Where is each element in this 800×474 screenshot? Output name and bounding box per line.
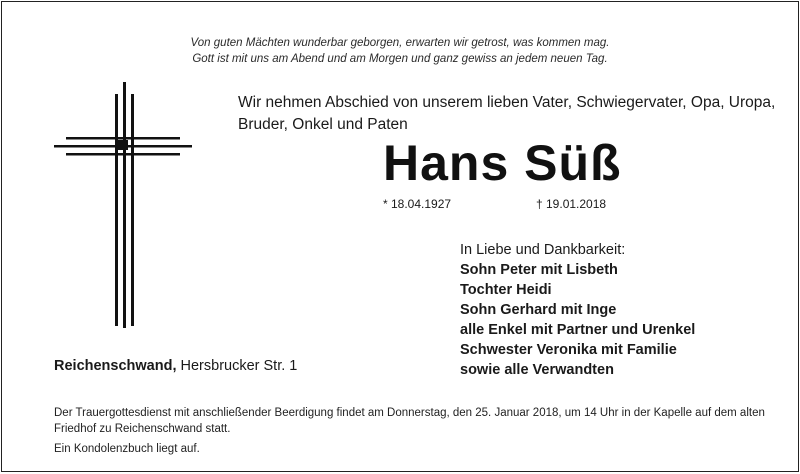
mourners-intro: In Liebe und Dankbarkeit: bbox=[460, 242, 626, 258]
birth-date: * 18.04.1927 bbox=[383, 197, 452, 211]
motto-line-1: Von guten Mächten wunderbar geborgen, erwarten wir getrost, was kommen mag. bbox=[190, 37, 610, 49]
mourner-entry: Tochter Heidi bbox=[460, 282, 552, 298]
mourner-entry: Schwester Veronika mit Familie bbox=[460, 342, 677, 358]
mourner-entry: Sohn Peter mit Lisbeth bbox=[460, 262, 618, 278]
cross-icon bbox=[54, 82, 192, 328]
deceased-name: Hans Süß bbox=[383, 135, 622, 191]
death-date: † 19.01.2018 bbox=[536, 197, 607, 211]
mourners-list bbox=[460, 240, 695, 380]
funeral-details: Der Trauergottesdienst mit anschließender Beerdigung findet am Donnerstag, den 25. Januar 2018, um 14 Uhr in der Kapelle auf dem alten Friedhof zu Reichenschwand statt. bbox=[54, 407, 765, 435]
motto-line-2: Gott ist mit uns am Abend und am Morgen und ganz gewiss an jedem neuen Tag. bbox=[192, 53, 608, 65]
mourner-entry: Sohn Gerhard mit Inge bbox=[460, 302, 617, 318]
family-address bbox=[54, 358, 297, 374]
address-town: Reichenschwand, bbox=[54, 358, 177, 374]
farewell-intro: Wir nehmen Abschied von unserem lieben Vater, Schwiegervater, Opa, Uropa, Bruder, Onkel und Paten bbox=[238, 94, 776, 133]
mourner-entry: sowie alle Verwandten bbox=[460, 362, 614, 378]
funeral-notice bbox=[54, 405, 774, 457]
motto-quote bbox=[2, 35, 798, 67]
condolence-note: Ein Kondolenzbuch liegt auf. bbox=[54, 443, 200, 455]
mourner-entry: alle Enkel mit Partner und Urenkel bbox=[460, 322, 696, 338]
obituary-notice bbox=[1, 1, 799, 472]
address-street: Hersbrucker Str. 1 bbox=[180, 358, 298, 374]
